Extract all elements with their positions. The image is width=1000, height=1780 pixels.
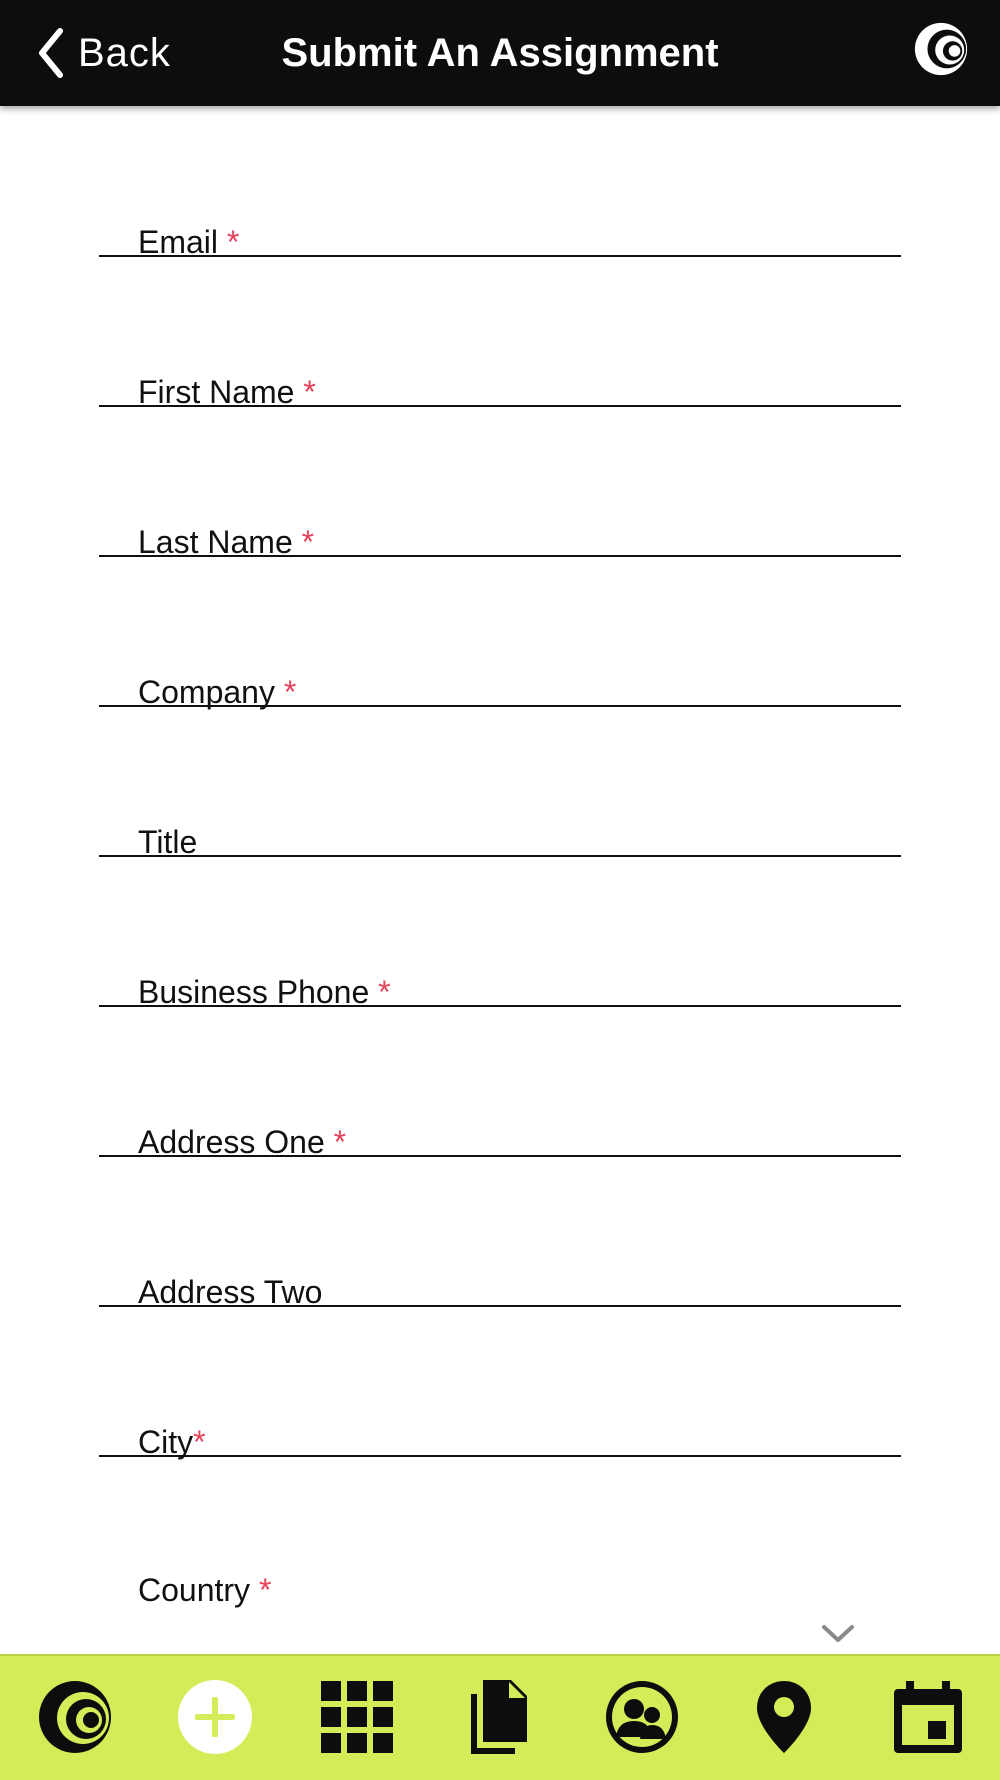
location-pin-icon xyxy=(754,1679,814,1755)
first-name-label: First Name * xyxy=(138,374,316,410)
country-select[interactable] xyxy=(99,1456,901,1608)
documents-icon xyxy=(465,1678,535,1756)
nav-calendar[interactable] xyxy=(883,1672,973,1762)
required-marker: * xyxy=(333,1124,347,1160)
brand-swirl-icon xyxy=(912,20,970,78)
email-label: Email * xyxy=(138,224,240,260)
required-marker: * xyxy=(258,1572,272,1608)
last-name-field[interactable] xyxy=(99,406,901,560)
last-name-label: Last Name * xyxy=(138,524,315,560)
grid-icon xyxy=(319,1679,395,1755)
page-title: Submit An Assignment xyxy=(281,30,719,75)
nav-add[interactable] xyxy=(170,1672,260,1762)
first-name-field[interactable] xyxy=(99,256,901,410)
bottom-nav-bar xyxy=(0,1654,1000,1780)
nav-contacts[interactable] xyxy=(597,1672,687,1762)
city-label: City* xyxy=(138,1424,206,1460)
required-marker: * xyxy=(378,974,391,1010)
nav-home[interactable] xyxy=(30,1672,120,1762)
chevron-down-icon[interactable] xyxy=(820,1622,856,1646)
back-label: Back xyxy=(78,30,171,75)
company-label: Company * xyxy=(138,674,297,710)
brand-swirl-icon xyxy=(37,1679,113,1755)
title-field[interactable] xyxy=(99,706,901,860)
nav-grid[interactable] xyxy=(312,1672,402,1762)
city-field[interactable] xyxy=(99,1306,901,1460)
nav-documents[interactable] xyxy=(455,1672,545,1762)
nav-location[interactable] xyxy=(739,1672,829,1762)
country-label: Country * xyxy=(138,1572,272,1608)
chevron-left-icon xyxy=(36,27,66,79)
address-one-field[interactable] xyxy=(99,1006,901,1160)
email-field[interactable] xyxy=(99,106,901,260)
title-label: Title xyxy=(138,824,198,860)
required-marker: * xyxy=(283,674,297,710)
address-two-field[interactable] xyxy=(99,1156,901,1310)
address-one-label: Address One * xyxy=(138,1124,347,1160)
contacts-icon xyxy=(604,1679,680,1755)
address-two-label: Address Two xyxy=(138,1274,323,1310)
business-phone-label: Business Phone * xyxy=(138,974,391,1010)
top-app-bar xyxy=(0,0,1000,106)
back-button[interactable] xyxy=(36,24,171,82)
calendar-icon xyxy=(890,1679,966,1755)
add-circle-icon xyxy=(177,1679,253,1755)
company-field[interactable] xyxy=(99,556,901,710)
required-marker: * xyxy=(226,224,240,260)
required-marker: * xyxy=(193,1424,206,1460)
required-marker: * xyxy=(303,374,316,410)
required-marker: * xyxy=(301,524,315,560)
business-phone-field[interactable] xyxy=(99,856,901,1010)
